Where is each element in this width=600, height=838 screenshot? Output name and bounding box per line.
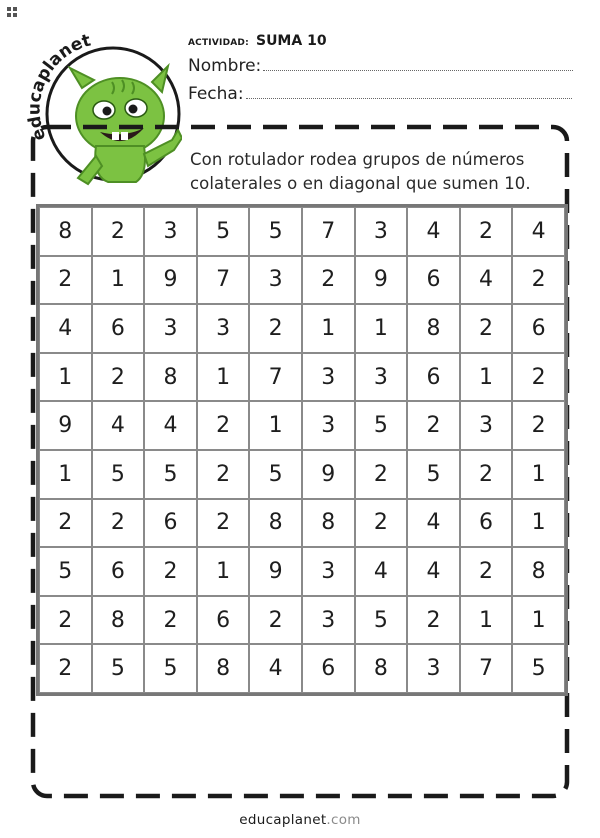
grid-cell[interactable]: 2	[197, 499, 250, 548]
grid-cell[interactable]: 3	[355, 207, 408, 256]
grid-cell[interactable]: 5	[144, 644, 197, 693]
grid-cell[interactable]: 2	[460, 207, 513, 256]
grid-cell[interactable]: 1	[460, 596, 513, 645]
grid-cell[interactable]: 9	[249, 547, 302, 596]
grid-cell[interactable]: 8	[92, 596, 145, 645]
grid-cell[interactable]: 1	[197, 353, 250, 402]
grid-cell[interactable]: 2	[144, 547, 197, 596]
grid-cell[interactable]: 2	[249, 596, 302, 645]
grid-cell[interactable]: 4	[407, 499, 460, 548]
grid-cell[interactable]: 3	[302, 547, 355, 596]
grid-cell[interactable]: 4	[92, 401, 145, 450]
grid-cell[interactable]: 1	[512, 596, 565, 645]
grid-cell[interactable]: 2	[302, 256, 355, 305]
footer-brand: educaplanet	[239, 812, 327, 828]
grid-cell[interactable]: 8	[407, 304, 460, 353]
grid-cell[interactable]: 8	[249, 499, 302, 548]
grid-cell[interactable]: 3	[144, 207, 197, 256]
grid-cell[interactable]: 3	[144, 304, 197, 353]
grid-cell[interactable]: 5	[249, 450, 302, 499]
grid-cell[interactable]: 2	[92, 207, 145, 256]
grid-cell[interactable]: 8	[144, 353, 197, 402]
grid-cell[interactable]: 8	[302, 499, 355, 548]
grid-cell[interactable]: 3	[407, 644, 460, 693]
grid-cell[interactable]: 5	[249, 207, 302, 256]
grid-cell[interactable]: 1	[460, 353, 513, 402]
grid-cell[interactable]: 3	[355, 353, 408, 402]
grid-cell[interactable]: 1	[39, 353, 92, 402]
grid-cell[interactable]: 2	[460, 450, 513, 499]
grid-cell[interactable]: 1	[39, 450, 92, 499]
grid-cell[interactable]: 2	[39, 499, 92, 548]
grid-cell[interactable]: 2	[92, 499, 145, 548]
grid-cell[interactable]: 9	[355, 256, 408, 305]
grid-cell[interactable]: 3	[197, 304, 250, 353]
grid-cell[interactable]: 5	[144, 450, 197, 499]
grid-cell[interactable]: 5	[92, 644, 145, 693]
grid-cell[interactable]: 1	[512, 450, 565, 499]
grid-cell[interactable]: 2	[355, 499, 408, 548]
activity-heading	[188, 30, 327, 49]
grid-cell[interactable]: 3	[249, 256, 302, 305]
grid-cell[interactable]: 8	[197, 644, 250, 693]
grid-cell[interactable]: 1	[249, 401, 302, 450]
grid-cell[interactable]: 8	[355, 644, 408, 693]
number-grid	[36, 204, 568, 696]
grid-cell[interactable]: 9	[144, 256, 197, 305]
grid-cell[interactable]: 6	[92, 547, 145, 596]
name-field	[188, 56, 573, 76]
footer-tld: .com	[326, 812, 361, 828]
grid-cell[interactable]: 3	[460, 401, 513, 450]
grid-cell[interactable]: 8	[39, 207, 92, 256]
activity-label: ACTIVIDAD:	[188, 38, 249, 48]
grid-cell[interactable]: 6	[407, 353, 460, 402]
grid-cell[interactable]: 6	[92, 304, 145, 353]
grid-cell[interactable]: 7	[302, 207, 355, 256]
grid-cell[interactable]: 4	[355, 547, 408, 596]
grid-cell[interactable]: 2	[355, 450, 408, 499]
date-line[interactable]	[246, 84, 572, 99]
grid-cell[interactable]: 2	[249, 304, 302, 353]
grid-cell[interactable]: 2	[512, 256, 565, 305]
grid-cell[interactable]: 5	[512, 644, 565, 693]
grid-cell[interactable]: 1	[512, 499, 565, 548]
grid-cell[interactable]: 3	[302, 401, 355, 450]
grid-cell[interactable]: 1	[197, 547, 250, 596]
grid-cell[interactable]: 4	[39, 304, 92, 353]
grid-cell[interactable]: 7	[197, 256, 250, 305]
grid-cell[interactable]: 2	[512, 401, 565, 450]
grid-cell[interactable]: 9	[39, 401, 92, 450]
grid-cell[interactable]: 2	[407, 401, 460, 450]
grid-cell[interactable]: 2	[39, 256, 92, 305]
instructions-text: Con rotulador rodea grupos de números colaterales o en diagonal que sumen 10.	[190, 150, 531, 193]
date-field	[188, 84, 572, 104]
grid-cell[interactable]: 4	[249, 644, 302, 693]
grid-cell[interactable]: 5	[39, 547, 92, 596]
grid-cell[interactable]: 8	[512, 547, 565, 596]
grid-cell[interactable]: 6	[460, 499, 513, 548]
grid-cell[interactable]: 2	[197, 450, 250, 499]
grid-cell[interactable]: 4	[512, 207, 565, 256]
date-label: Fecha:	[188, 84, 244, 104]
logo-brand-text: educaplanet	[24, 30, 93, 144]
grid-cell[interactable]: 5	[355, 596, 408, 645]
grid-cell[interactable]: 2	[407, 596, 460, 645]
grid-cell[interactable]: 6	[302, 644, 355, 693]
grid-cell[interactable]: 4	[407, 207, 460, 256]
grid-cell[interactable]: 5	[92, 450, 145, 499]
grid-cell[interactable]: 3	[302, 596, 355, 645]
grid-cell[interactable]: 2	[460, 304, 513, 353]
name-line[interactable]	[263, 56, 573, 71]
grid-cell[interactable]: 6	[407, 256, 460, 305]
grid-cell[interactable]: 2	[460, 547, 513, 596]
grid-cell[interactable]: 4	[407, 547, 460, 596]
activity-title: SUMA 10	[255, 33, 327, 49]
grid-cell[interactable]: 2	[92, 353, 145, 402]
grid-cell[interactable]: 5	[407, 450, 460, 499]
grid-cell[interactable]: 6	[144, 499, 197, 548]
grid-cell[interactable]: 2	[144, 596, 197, 645]
grid-cell[interactable]: 4	[144, 401, 197, 450]
name-label: Nombre:	[188, 56, 262, 76]
grid-cell[interactable]: 1	[302, 304, 355, 353]
grid-cell[interactable]: 6	[512, 304, 565, 353]
grid-cell[interactable]: 2	[197, 401, 250, 450]
grid-cell[interactable]: 7	[249, 353, 302, 402]
grid-cell[interactable]: 2	[39, 644, 92, 693]
grid-cell[interactable]: 1	[92, 256, 145, 305]
grid-cell[interactable]: 6	[197, 596, 250, 645]
grid-cell[interactable]: 5	[197, 207, 250, 256]
grid-cell[interactable]: 5	[355, 401, 408, 450]
footer	[0, 812, 600, 828]
grid-cell[interactable]: 7	[460, 644, 513, 693]
grid-cell[interactable]: 3	[302, 353, 355, 402]
grid-cell[interactable]: 2	[39, 596, 92, 645]
grid-cell[interactable]: 4	[460, 256, 513, 305]
grid-cell[interactable]: 9	[302, 450, 355, 499]
grid-cell[interactable]: 2	[512, 353, 565, 402]
grid-cell[interactable]: 1	[355, 304, 408, 353]
